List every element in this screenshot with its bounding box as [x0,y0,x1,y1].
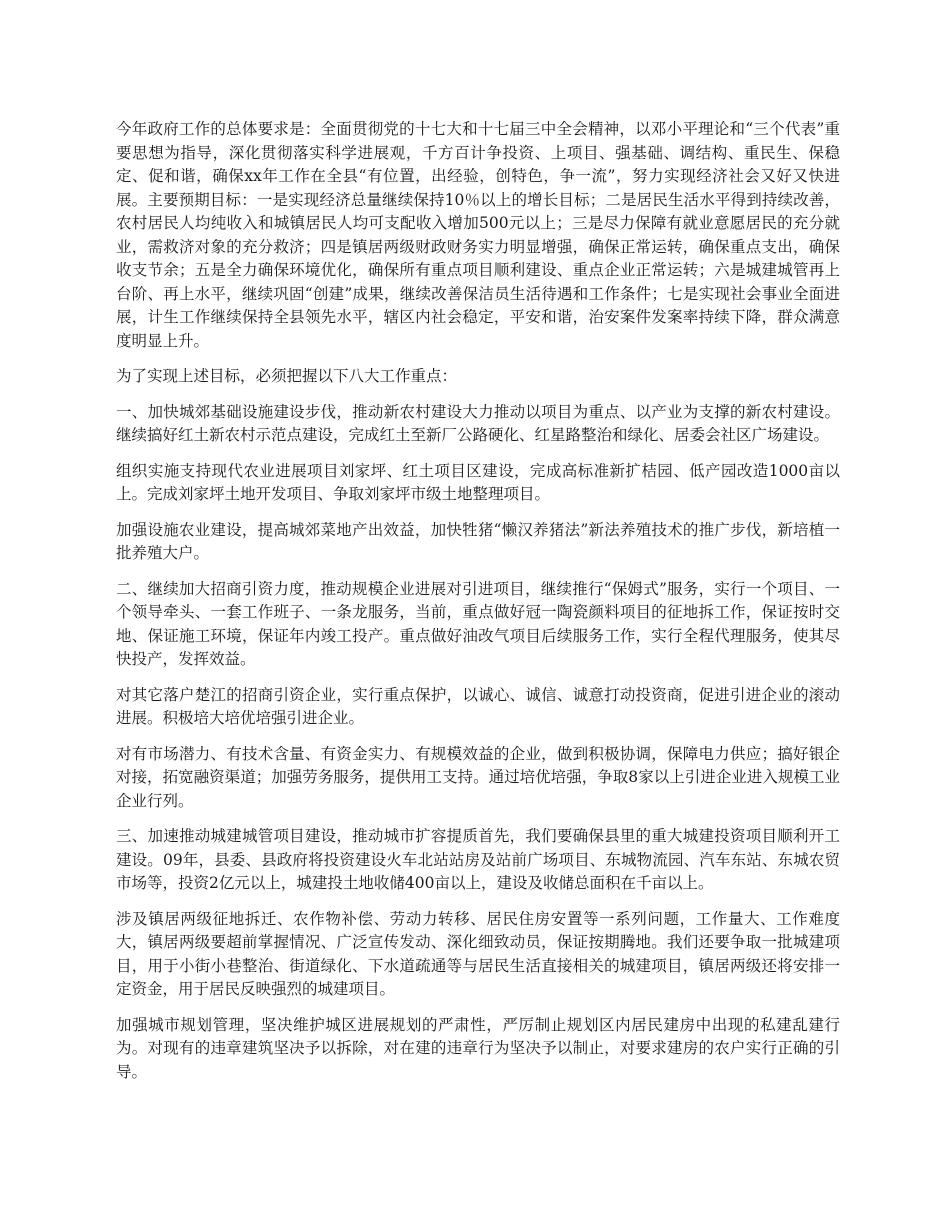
paragraph-priority-3: 三、加速推动城建城管项目建设，推动城市扩容提质首先，我们要确保县里的重大城建投资项目顺利开工建设。09年，县委、县政府将投资建设火车北站站房及站前广场项目、东城物流园、汽车东站、东城农贸市场等，投资2亿元以上，城建投土地收储400亩以上，建设及收储总面积在千亩以上。 [116,827,840,892]
paragraph-facility-agriculture: 加强设施农业建设，提高城郊菜地产出效益，加快牲猪“懒汉养猪法”新法养殖技术的推广步伐，新培植一批养殖大户。 [116,520,840,562]
paragraph-investment-protection: 对其它落户楚江的招商引资企业，实行重点保护，以诚心、诚信、诚意打动投资商，促进引进企业的滚动进展。积极培大培优培强引进企业。 [116,685,840,727]
paragraph-modern-agriculture: 组织实施支持现代农业进展项目刘家坪、红土项目区建设，完成高标准新扩桔园、低产园改造1000亩以上。完成刘家坪土地开发项目、争取刘家坪市级土地整理项目。 [116,461,840,503]
document-body [116,118,840,1096]
paragraph-enterprise-support: 对有市场潜力、有技术含量、有资金实力、有规模效益的企业，做到积极协调，保障电力供应；搞好银企对接，拓宽融资渠道；加强劳务服务，提供用工支持。通过培优培强，争取8家以上引进企业进入规模工业企业行列。 [116,744,840,810]
paragraph-overall-requirements: 今年政府工作的总体要求是：全面贯彻党的十七大和十七届三中全会精神，以邓小平理论和“三个代表”重要思想为指导，深化贯彻落实科学进展观，千方百计争投资、上项目、强基础、调结构、重民生、保稳定、促和谐，确保xx年工作在全县“有位置，出经验，创特色，争一流”，努力实现经济社会又好又快进展。主要预期目标：一是实现经济总量继续保持10％以上的增长目标；二是居民生活水平得到持续改善，农村居民人均纯收入和城镇居民人均可支配收入增加500元以上；三是尽力保障有就业意愿居民的充分就业，需救济对象的充分救济；四是镇居两级财政财务实力明显增强，确保正常运转，确保重点支出，确保收支节余；五是全力确保环境优化，确保所有重点项目顺利建设、重点企业正常运转；六是城建城管再上台阶、再上水平，继续巩固“创建”成果，继续改善保洁员生活待遇和工作条件；七是实现社会事业全面进展，计生工作继续保持全县领先水平，辖区内社会稳定，平安和谐，治安案件发案率持续下降，群众满意度明显上升。 [116,120,840,350]
paragraph-priority-2: 二、继续加大招商引资力度，推动规模企业进展对引进项目，继续推行“保姆式”服务，实行一个项目、一个领导牵头、一套工作班子、一条龙服务，当前，重点做好冠一陶瓷颜料项目的征地拆工作，保证按时交地、保证施工环境，保证年内竣工投产。重点做好油改气项目后续服务工作，实行全程代理服务，使其尽快投产，发挥效益。 [116,579,840,668]
paragraph-priority-1: 一、加快城郊基础设施建设步伐，推动新农村建设大力推动以项目为重点、以产业为支撑的新农村建设。继续搞好红土新农村示范点建设，完成红土至新厂公路硬化、红星路整治和绿化、居委会社区广场建设。 [116,402,840,444]
paragraph-urban-planning: 加强城市规划管理，坚决维护城区进展规划的严肃性，严厉制止规划区内居民建房中出现的私建乱建行为。对现有的违章建筑坚决予以拆除，对在建的违章行为坚决予以制止，对要求建房的农户实行正确的引导。 [116,1015,840,1081]
paragraph-land-acquisition: 涉及镇居两级征地拆迁、农作物补偿、劳动力转移、居民住房安置等一系列问题，工作量大、工作难度大，镇居两级要超前掌握情况、广泛宣传发动、深化细致动员，保证按期腾地。我们还要争取一批城建项目，用于小街小巷整治、街道绿化、下水道疏通等与居民生活直接相关的城建项目，镇居两级还将安排一定资金，用于居民反映强烈的城建项目。 [116,909,840,998]
paragraph-eight-priorities-intro: 为了实现上述目标，必须把握以下八大工作重点： [116,367,458,385]
